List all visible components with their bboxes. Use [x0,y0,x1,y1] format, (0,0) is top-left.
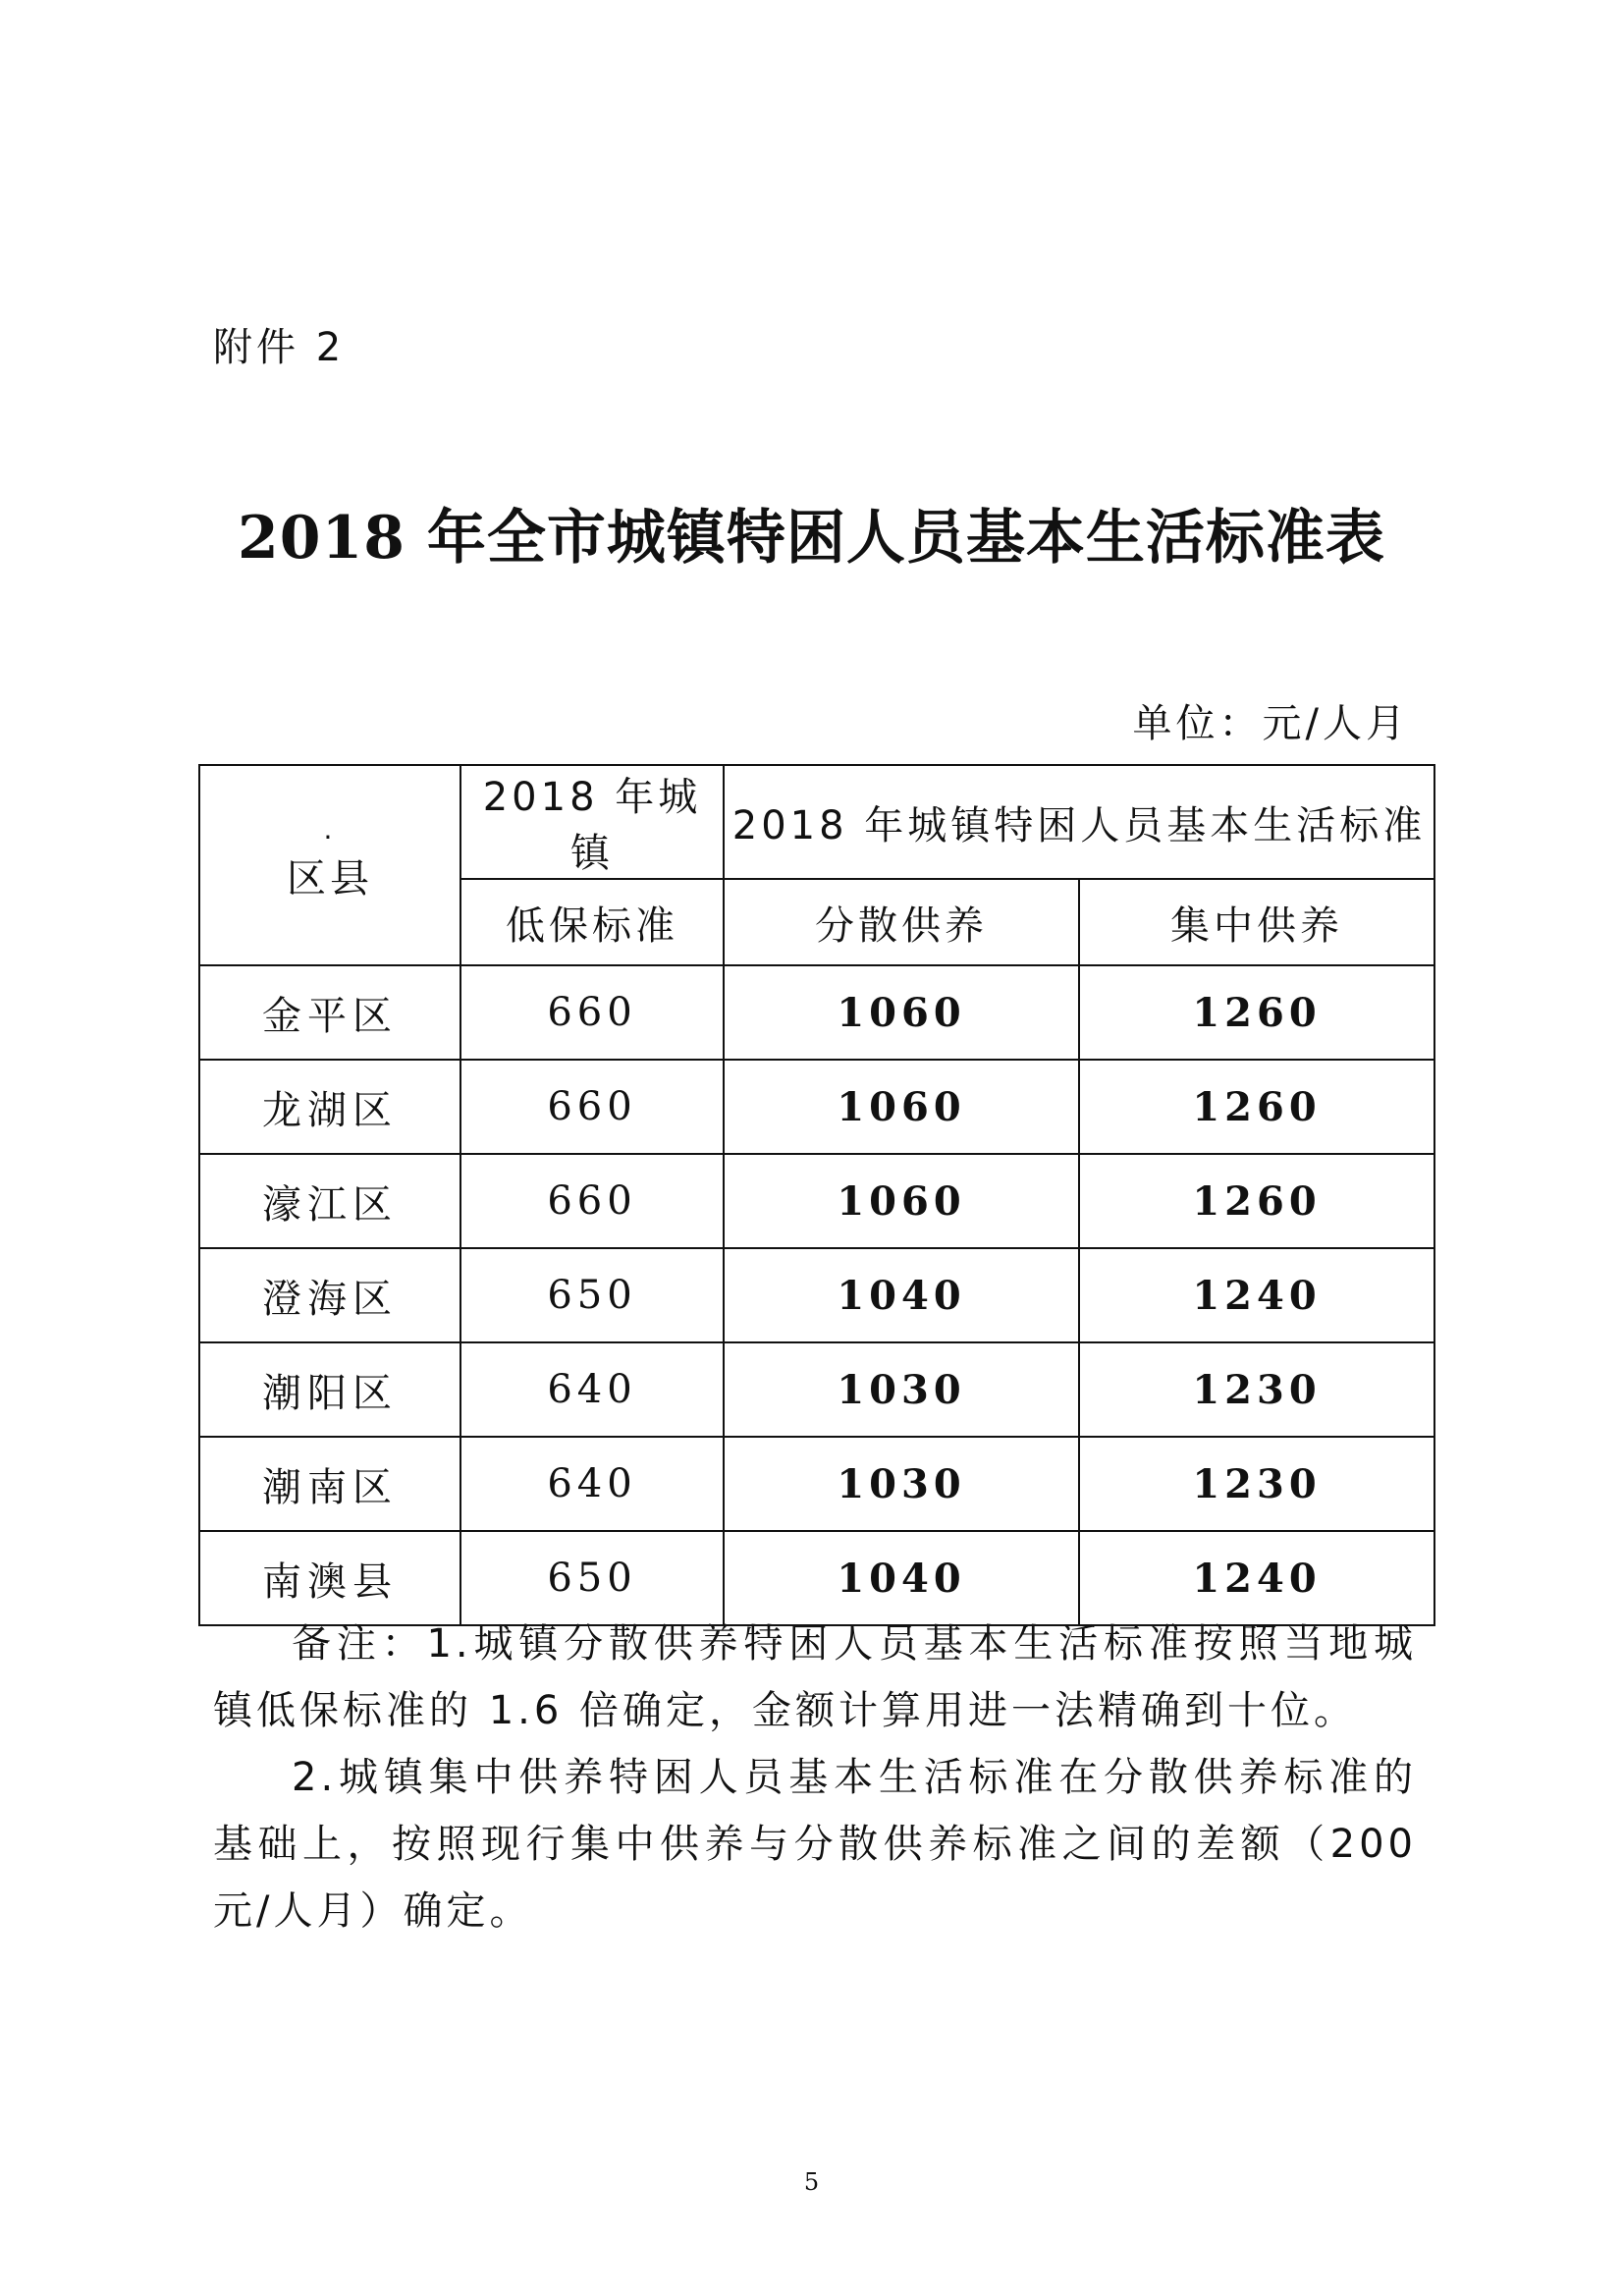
cell-scattered: 1030 [724,1342,1079,1437]
header-centralized: 集中供养 [1079,879,1434,965]
cell-dibao: 640 [460,1342,724,1437]
table-row [199,1154,1434,1248]
page-number: 5 [803,2168,820,2196]
cell-centralized: 1230 [1079,1342,1434,1437]
attachment-label: 附件 2 [213,325,346,370]
cell-scattered: 1040 [724,1531,1079,1625]
cell-district: 南澳县 [199,1531,460,1625]
cell-centralized: 1260 [1079,1154,1434,1248]
page-title: 2018 年全市城镇特困人员基本生活标准表 [238,504,1385,573]
standards-table [198,764,1435,1626]
cell-scattered: 1060 [724,1154,1079,1248]
cell-scattered: 1060 [724,965,1079,1060]
notes [213,1611,1417,1944]
cell-dibao: 650 [460,1531,724,1625]
header-group: 2018 年城镇特困人员基本生活标准 [724,765,1434,879]
cell-centralized: 1240 [1079,1248,1434,1342]
cell-dibao: 660 [460,1154,724,1248]
cell-district: 潮南区 [199,1437,460,1531]
table-row [199,1060,1434,1154]
header-dibao-line2: 低保标准 [460,879,724,965]
header-scattered: 分散供养 [724,879,1079,965]
cell-scattered: 1040 [724,1248,1079,1342]
table-row [199,965,1434,1060]
header-dibao-line1: 2018 年城镇 [460,765,724,879]
header-district-mark: · [323,820,337,853]
cell-scattered: 1060 [724,1060,1079,1154]
note-2: 2.城镇集中供养特困人员基本生活标准在分散供养标准的基础上，按照现行集中供养与分散供养标准之间的差额（200元/人月）确定。 [213,1755,1417,1934]
note-1: 备注：1.城镇分散供养特困人员基本生活标准按照当地城镇低保标准的 1.6 倍确定，金额计算用进一法精确到十位。 [213,1621,1417,1733]
cell-centralized: 1240 [1079,1531,1434,1625]
cell-district: 澄海区 [199,1248,460,1342]
table-row [199,1437,1434,1531]
cell-district: 金平区 [199,965,460,1060]
cell-centralized: 1260 [1079,965,1434,1060]
cell-dibao: 640 [460,1437,724,1531]
cell-centralized: 1260 [1079,1060,1434,1154]
table-row [199,1248,1434,1342]
cell-dibao: 660 [460,965,724,1060]
table-row [199,1342,1434,1437]
cell-centralized: 1230 [1079,1437,1434,1531]
header-district [199,765,460,965]
cell-district: 潮阳区 [199,1342,460,1437]
unit-label: 单位：元/人月 [1132,701,1409,746]
cell-dibao: 650 [460,1248,724,1342]
cell-scattered: 1030 [724,1437,1079,1531]
header-district-label: 区县 [287,855,373,902]
cell-district: 龙湖区 [199,1060,460,1154]
cell-district: 濠江区 [199,1154,460,1248]
cell-dibao: 660 [460,1060,724,1154]
